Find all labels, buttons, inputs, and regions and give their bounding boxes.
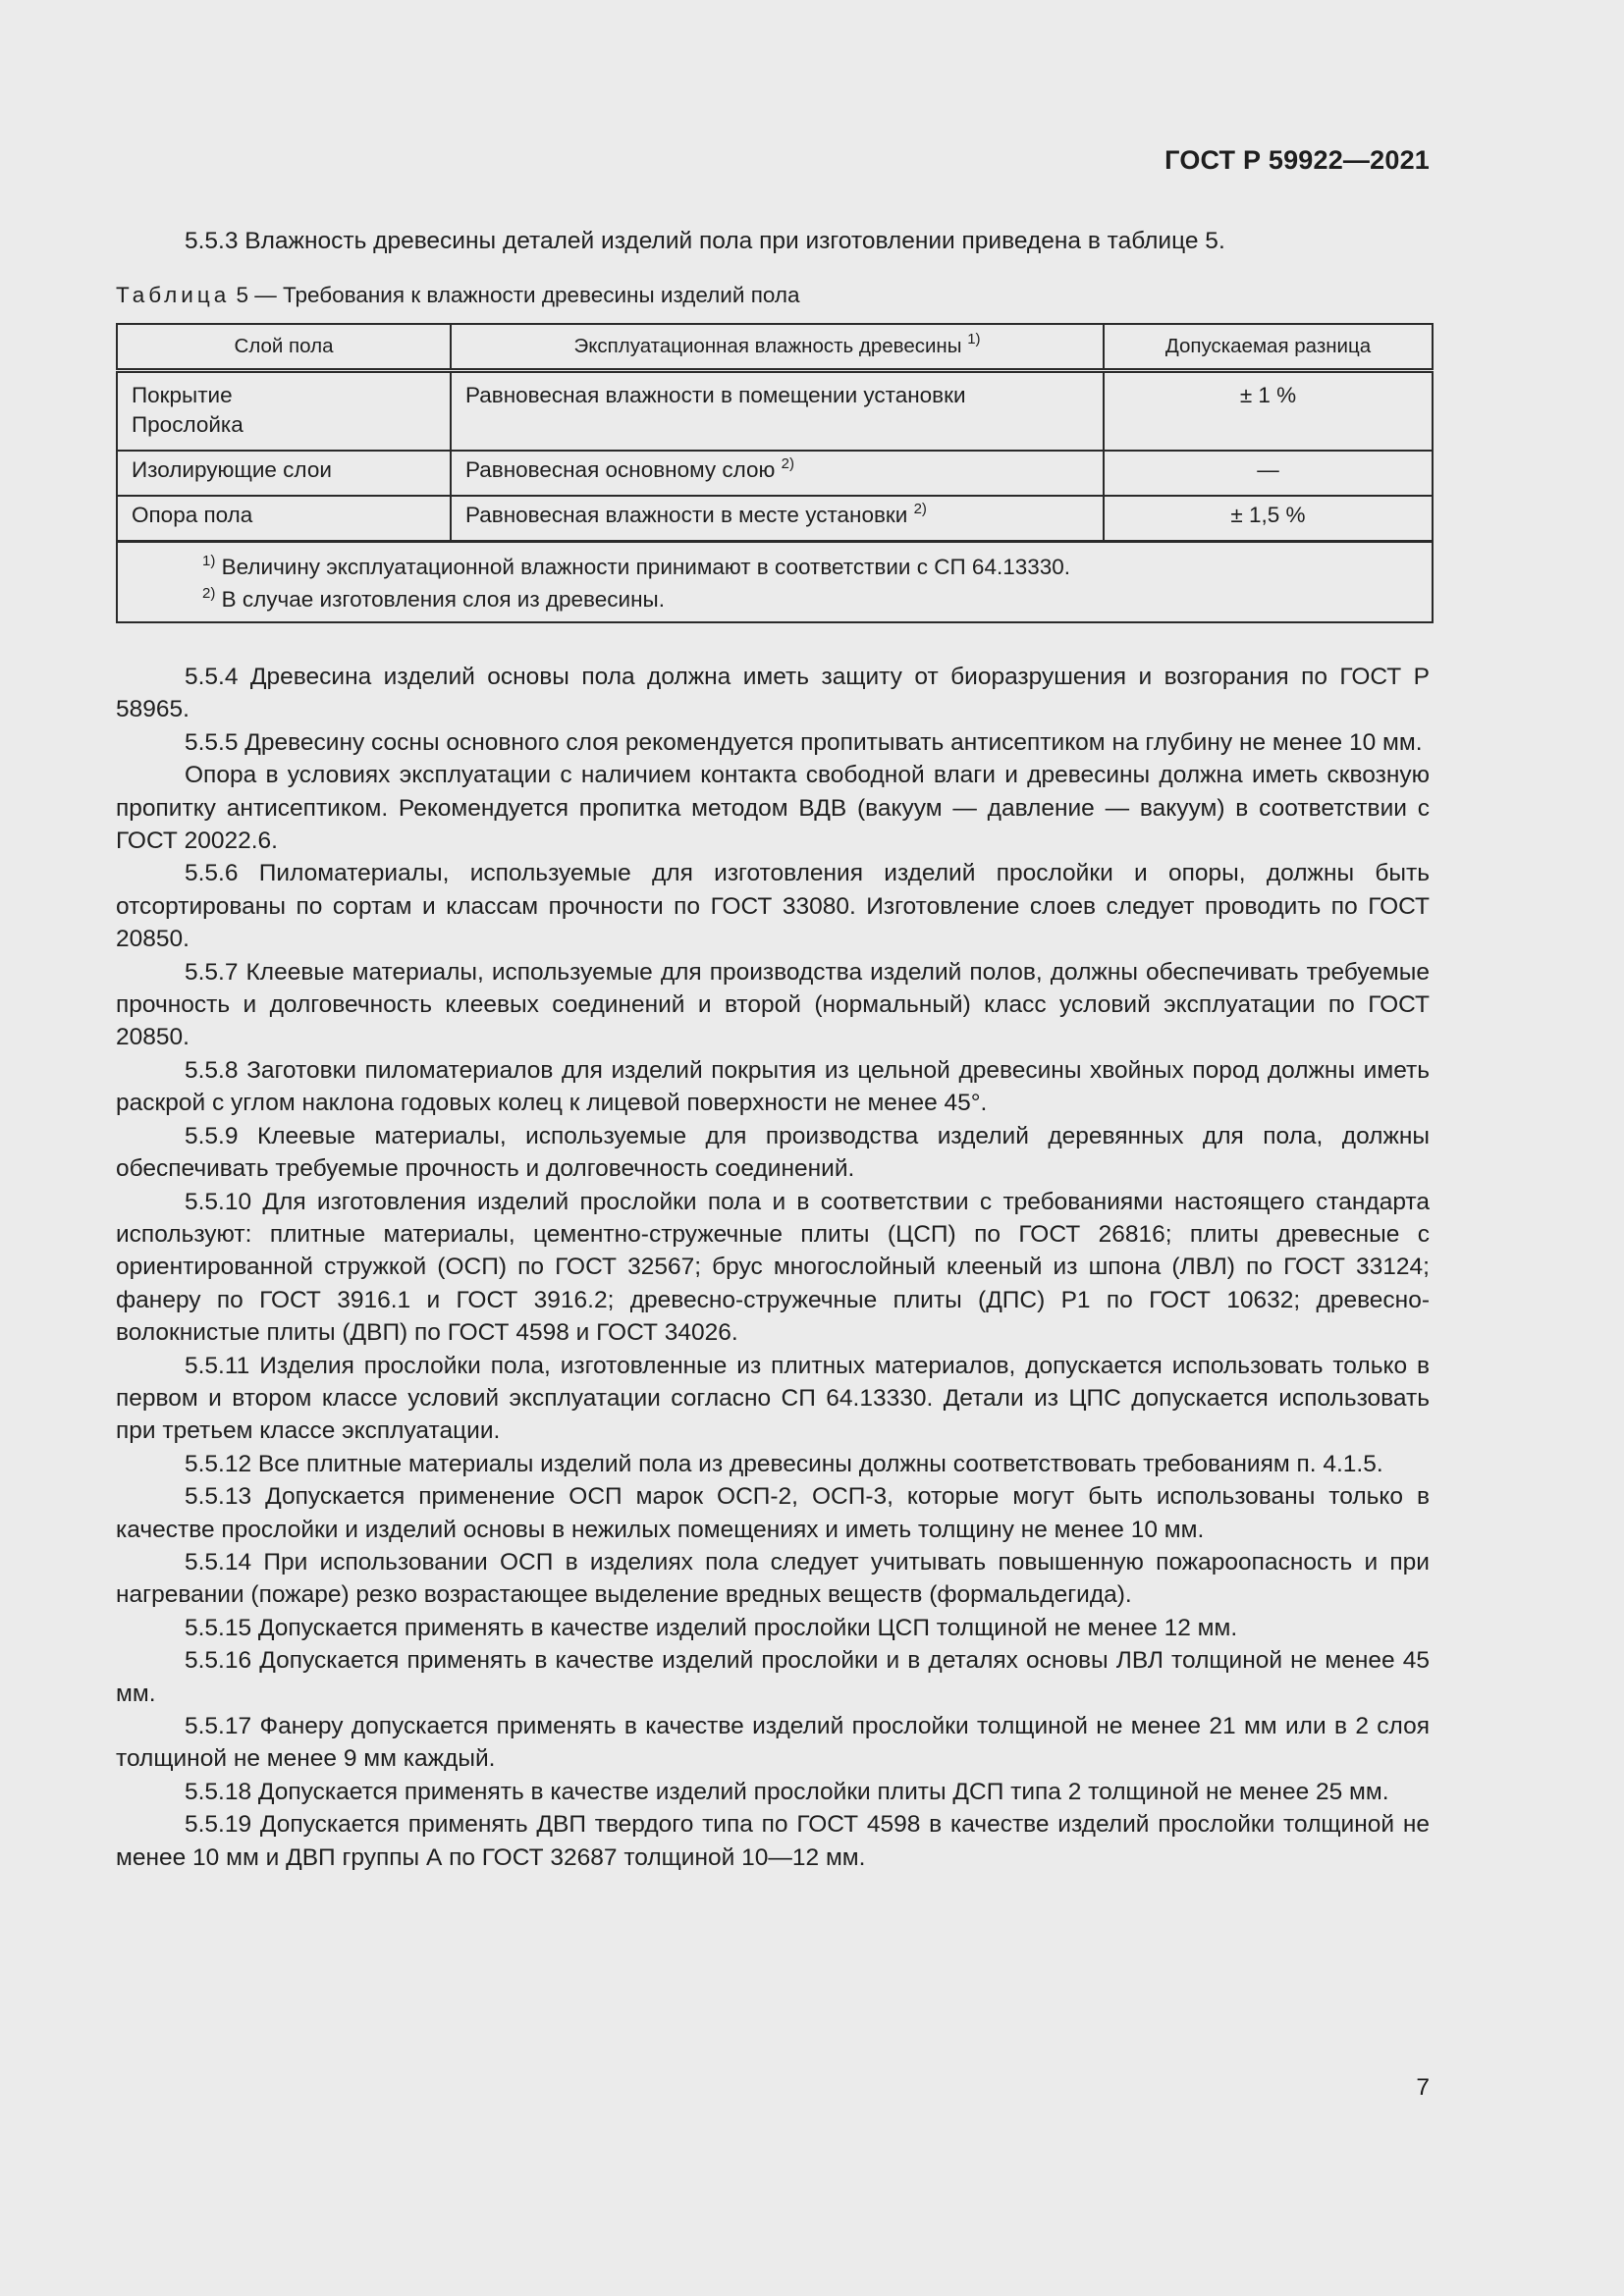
page-number: 7	[1416, 2074, 1430, 2101]
cell-humidity: Равновесная влажности в помещении установки	[451, 371, 1104, 452]
header-tolerance: Допускаемая разница	[1104, 324, 1433, 371]
paragraph: 5.5.12 Все плитные материалы изделий пола из древесины должны соответствовать требованиям п. 4.1.5.	[185, 1450, 1383, 1477]
table-row	[117, 371, 1433, 452]
table-notes-row	[117, 542, 1433, 623]
cell-humidity: Равновесная основному слою $^{2)}$	[451, 451, 1104, 496]
cell-layer: Покрытие Прослойка	[117, 371, 451, 452]
document-id-header: ГОСТ Р 59922—2021	[1164, 145, 1430, 175]
paragraph: 5.5.14 При использовании ОСП в изделиях пола следует учитывать повышенную пожароопасность и при нагревании (пожаре) резко возрастающее выделение вредных веществ (формальдегида).	[116, 1548, 1430, 1609]
paragraph: 5.5.13 Допускается применение ОСП марок ОСП-2, ОСП-3, которые могут быть использованы только в качестве прослойки и изделий основы в нежилых помещениях и иметь толщину не менее 10 мм.	[116, 1483, 1430, 1543]
paragraph: 5.5.10 Для изготовления изделий прослойки пола и в соответствии с требованиями настоящего стандарта используют: плитные материалы, цементно-стружечные плиты (ЦСП) по ГОСТ 26816; плиты древесные с ориентированной стружкой (ОСП) по ГОСТ 32567; брус многослойный клееный из шпона (ЛВЛ) по ГОСТ 33124; фанеру по ГОСТ 3916.1 и ГОСТ 3916.2; древесно-стружечные плиты (ДПС) Р1 по ГОСТ 10632; древесно-волокнистые плиты (ДВП) по ГОСТ 4598 и ГОСТ 34026.	[116, 1188, 1430, 1347]
table-row	[117, 451, 1433, 496]
cell-humidity: Равновесная влажности в месте установки $^{2)}$	[451, 496, 1104, 542]
paragraph: 5.5.19 Допускается применять ДВП твердого типа по ГОСТ 4598 в качестве изделий прослойки толщиной не менее 10 мм и ДВП группы А по ГОСТ 32687 толщиной 10—12 мм.	[116, 1811, 1430, 1871]
table-caption-text: 5 — Требования к влажности древесины изделий пола	[236, 283, 800, 307]
table-row	[117, 496, 1433, 542]
cell-tolerance: —	[1104, 451, 1433, 496]
header-layer: Слой пола	[117, 324, 451, 371]
paragraph: 5.5.17 Фанеру допускается применять в качестве изделий прослойки толщиной не менее 21 мм или в 2 слоя толщиной не менее 9 мм каждый.	[116, 1713, 1430, 1773]
table-note: $^{1)}$ Величину эксплуатационной влажности принимают в соответствии с СП 64.13330.	[202, 553, 1071, 579]
paragraph: 5.5.18 Допускается применять в качестве изделий прослойки плиты ДСП типа 2 толщиной не менее 25 мм.	[185, 1778, 1389, 1805]
footnote-mark: 1)	[967, 331, 981, 347]
table-notes	[117, 542, 1433, 623]
paragraph: 5.5.7 Клеевые материалы, используемые для производства изделий полов, должны обеспечивать требуемые прочность и долговечность клеевых соединений и второй (нормальный) класс условий эксплуатации по ГОСТ 20850.	[116, 958, 1430, 1051]
humidity-table	[116, 323, 1434, 623]
body-text	[116, 661, 1430, 1874]
paragraph: 5.5.16 Допускается применять в качестве изделий прослойки и в деталях основы ЛВЛ толщиной не менее 45 мм.	[116, 1647, 1430, 1707]
cell-tolerance: ± 1,5 %	[1104, 496, 1433, 542]
paragraph: 5.5.11 Изделия прослойки пола, изготовленные из плитных материалов, допускается использовать только в первом и втором классе условий эксплуатации согласно СП 64.13330. Детали из ЦПС допускается использовать при третьем классе эксплуатации.	[116, 1352, 1430, 1445]
paragraph: Опора в условиях эксплуатации с наличием контакта свободной влаги и древесины должна иметь сквозную пропитку антисептиком. Рекомендуется пропитка методом ВДВ (вакуум — давление — вакуум) в соответствии с ГОСТ 20022.6.	[116, 762, 1430, 855]
footnote-mark: 2)	[913, 501, 927, 517]
paragraph: 5.5.4 Древесина изделий основы пола должна иметь защиту от биоразрушения и возгорания по ГОСТ Р 58965.	[116, 664, 1430, 723]
table-caption	[116, 281, 800, 310]
paragraph: 5.5.9 Клеевые материалы, используемые для производства изделий деревянных для пола, должны обеспечивать требуемые прочность и долговечность соединений.	[116, 1122, 1430, 1183]
paragraph: 5.5.6 Пиломатериалы, используемые для изготовления изделий прослойки и опоры, должны быть отсортированы по сортам и классам прочности по ГОСТ 33080. Изготовление слоев следует проводить по ГОСТ 20850.	[116, 860, 1430, 953]
footnote-mark: 2)	[781, 455, 794, 472]
intro-paragraph: 5.5.3 Влажность древесины деталей изделий пола при изготовлении приведена в таблице 5.	[185, 228, 1225, 254]
cell-layer: Изолирующие слои	[117, 451, 451, 496]
header-humidity: Эксплуатационная влажность древесины $^{1)}$	[451, 324, 1104, 371]
paragraph: 5.5.8 Заготовки пиломатериалов для изделий покрытия из цельной древесины хвойных пород должны иметь раскрой с углом наклона годовых колец к лицевой поверхности не менее 45°.	[116, 1056, 1430, 1117]
cell-tolerance: ± 1 %	[1104, 371, 1433, 452]
paragraph: 5.5.15 Допускается применять в качестве изделий прослойки ЦСП толщиной не менее 12 мм.	[185, 1614, 1238, 1641]
table-note: $^{2)}$ В случае изготовления слоя из древесины.	[202, 585, 665, 612]
table-header-row	[117, 324, 1433, 371]
paragraph: 5.5.5 Древесину сосны основного слоя рекомендуется пропитывать антисептиком на глубину не менее 10 мм.	[185, 728, 1423, 756]
table-caption-word: Таблица	[116, 283, 231, 307]
cell-layer: Опора пола	[117, 496, 451, 542]
